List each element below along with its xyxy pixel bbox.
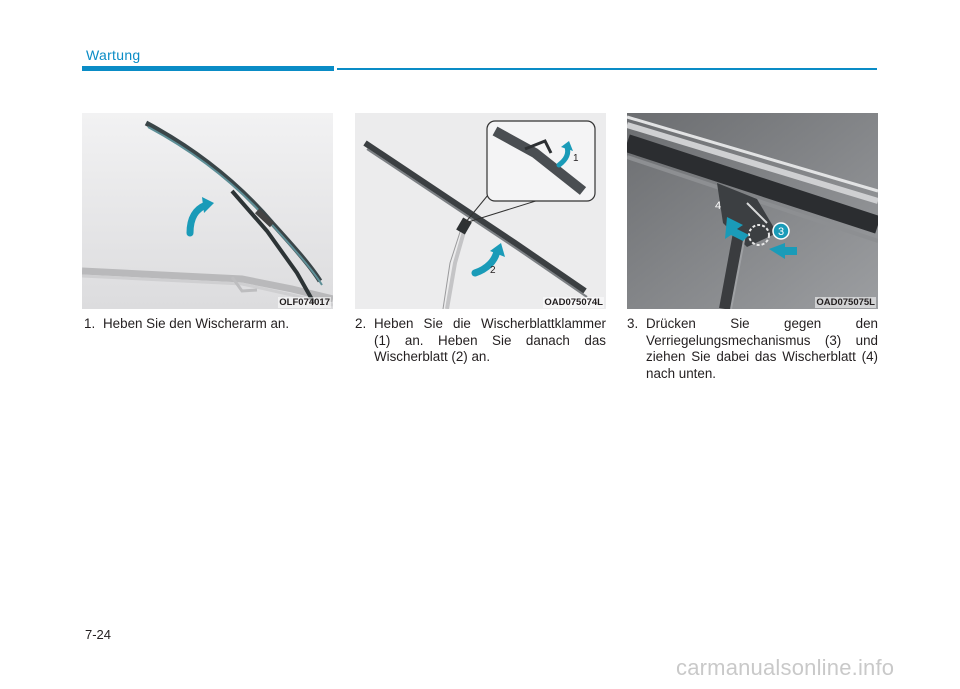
figure-raise-blade-clip bbox=[355, 113, 606, 309]
step-number: 2. bbox=[355, 316, 367, 331]
section-title: Wartung bbox=[86, 47, 141, 63]
header-rule-thick bbox=[82, 66, 334, 71]
step-text: Heben Sie die Wischerblattklammer (1) an. Heben Sie danach das Wischerblatt (2) an. bbox=[374, 316, 606, 364]
step-text: Heben Sie den Wischerarm an. bbox=[103, 316, 290, 331]
step-text: Drücken Sie gegen den Verriegelungsmechanismus (3) und ziehen Sie dabei das Wischerblatt (4) nach unten. bbox=[646, 316, 878, 381]
callout-1: 1 bbox=[573, 153, 579, 164]
blade-clip-illustration bbox=[355, 113, 606, 309]
wiper-arm-illustration bbox=[82, 113, 333, 309]
callout-3: 3 bbox=[777, 226, 785, 238]
figure-code: OLF074017 bbox=[279, 297, 330, 308]
step-number: 3. bbox=[627, 316, 639, 331]
figure-raise-wiper-arm bbox=[82, 113, 333, 309]
figure-push-lock-mechanism bbox=[627, 113, 878, 309]
callout-2: 2 bbox=[490, 265, 496, 276]
header-rule-thin bbox=[337, 68, 877, 70]
step-1 bbox=[84, 316, 335, 333]
step-3 bbox=[627, 316, 878, 382]
watermark: carmanualsonline.info bbox=[676, 655, 895, 680]
lock-mechanism-illustration bbox=[627, 113, 878, 309]
callout-4: 4 bbox=[715, 200, 722, 212]
figure-code: OAD075075L bbox=[816, 297, 875, 308]
figure-code: OAD075074L bbox=[544, 297, 603, 308]
page-number: 7-24 bbox=[85, 627, 112, 642]
step-number: 1. bbox=[84, 316, 96, 331]
step-2 bbox=[355, 316, 606, 366]
